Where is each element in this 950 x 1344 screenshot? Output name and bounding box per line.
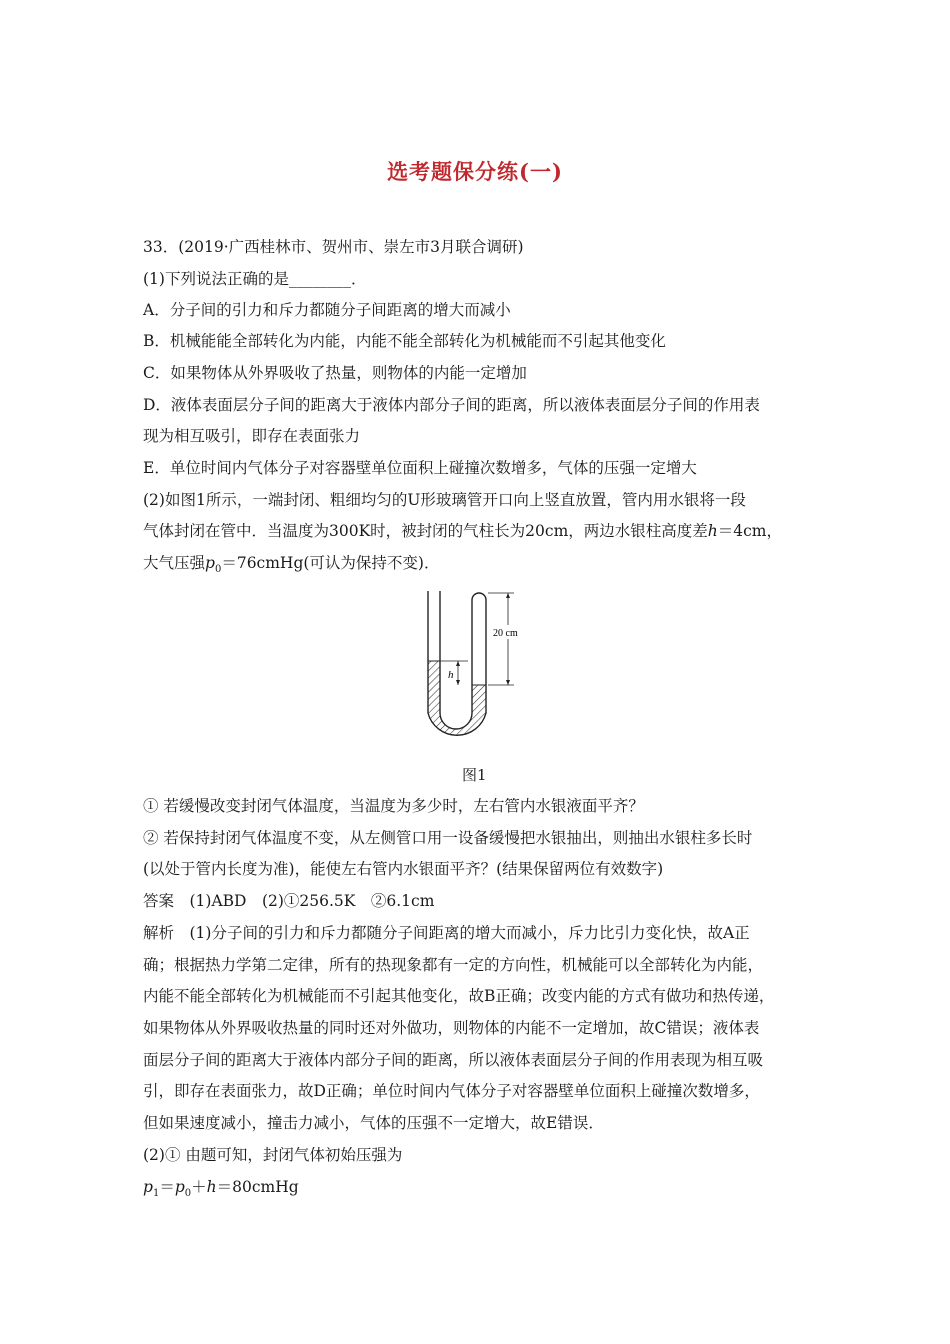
analysis-line5: 面层分子间的距离大于液体内部分子间的距离，所以液体表面层分子间的作用表现为相互吸	[143, 1051, 764, 1069]
length-label: 20 cm	[493, 628, 518, 639]
option-c: C．如果物体从外界吸收了热量，则物体的内能一定增加	[143, 364, 527, 382]
u-tube-figure	[418, 589, 538, 754]
mercury-column	[428, 661, 486, 735]
analysis-line4: 如果物体从外界吸收热量的同时还对外做功，则物体的内能不一定增加，故C错误；液体表	[143, 1019, 760, 1037]
option-e: E．单位时间内气体分子对容器壁单位面积上碰撞次数增多，气体的压强一定增大	[143, 459, 697, 477]
part2-line1: (2)如图1所示，一端封闭、粗细均匀的U形玻璃管开口向上竖直放置，管内用水银将一段	[143, 491, 746, 509]
analysis-line8: (2)① 由题可知，封闭气体初始压强为	[143, 1146, 403, 1164]
figure-caption: 图1	[462, 766, 487, 784]
analysis-line1: 解析 (1)分子间的引力和斥力都随分子间距离的增大而减小，斥力比引力变化快，故A正	[143, 924, 750, 942]
analysis-line3: 内能不能全部转化为机械能而不引起其他变化，故B正确；改变内能的方式有做功和热传递，	[143, 987, 775, 1005]
option-b: B．机械能能全部转化为内能，内能不能全部转化为机械能而不引起其他变化	[143, 332, 666, 350]
answer: 答案 (1)ABD (2)①256.5K ②6.1cm	[143, 892, 435, 910]
h-label: h	[448, 669, 454, 681]
option-a: A．分子间的引力和斥力都随分子间距离的增大而减小	[143, 301, 511, 319]
part1-prompt: (1)下列说法正确的是________．	[143, 270, 367, 288]
pressure-equation: $p_1=p_0+h=80cmHg$	[143, 1178, 299, 1200]
sub-question-2-line2: (以处于管内长度为准)，能使左右管内水银面平齐？(结果保留两位有效数字)	[143, 860, 664, 878]
page-title: 选考题保分练(一)	[387, 159, 563, 184]
question-header: 33．(2019·广西桂林市、贺州市、崇左市3月联合调研)	[143, 238, 524, 256]
analysis-line6: 引，即存在表面张力，故D正确；单位时间内气体分子对容器壁单位面积上碰撞次数增多，	[143, 1082, 760, 1100]
option-d-line2: 现为相互吸引，即存在表面张力	[143, 427, 361, 445]
analysis-line7: 但如果速度减小，撞击力减小，气体的压强不一定增大，故E错误．	[143, 1114, 604, 1132]
sub-question-1: ① 若缓慢改变封闭气体温度，当温度为多少时，左右管内水银液面平齐？	[143, 797, 644, 815]
option-d-line1: D．液体表面层分子间的距离大于液体内部分子间的距离，所以液体表面层分子间的作用表	[143, 396, 760, 414]
sub-question-2-line1: ② 若保持封闭气体温度不变，从左侧管口用一设备缓慢把水银抽出，则抽出水银柱多长时	[143, 829, 753, 847]
analysis-line2: 确；根据热力学第二定律，所有的热现象都有一定的方向性，机械能可以全部转化为内能，	[143, 956, 764, 974]
part2-line2: 气体封闭在管中．当温度为300K时，被封闭的气柱长为20cm，两边水银柱高度差h＝4cm，	[143, 522, 783, 540]
part2-line3: 大气压强$p_0=76cmHg$(可认为保持不变)．	[143, 554, 440, 576]
